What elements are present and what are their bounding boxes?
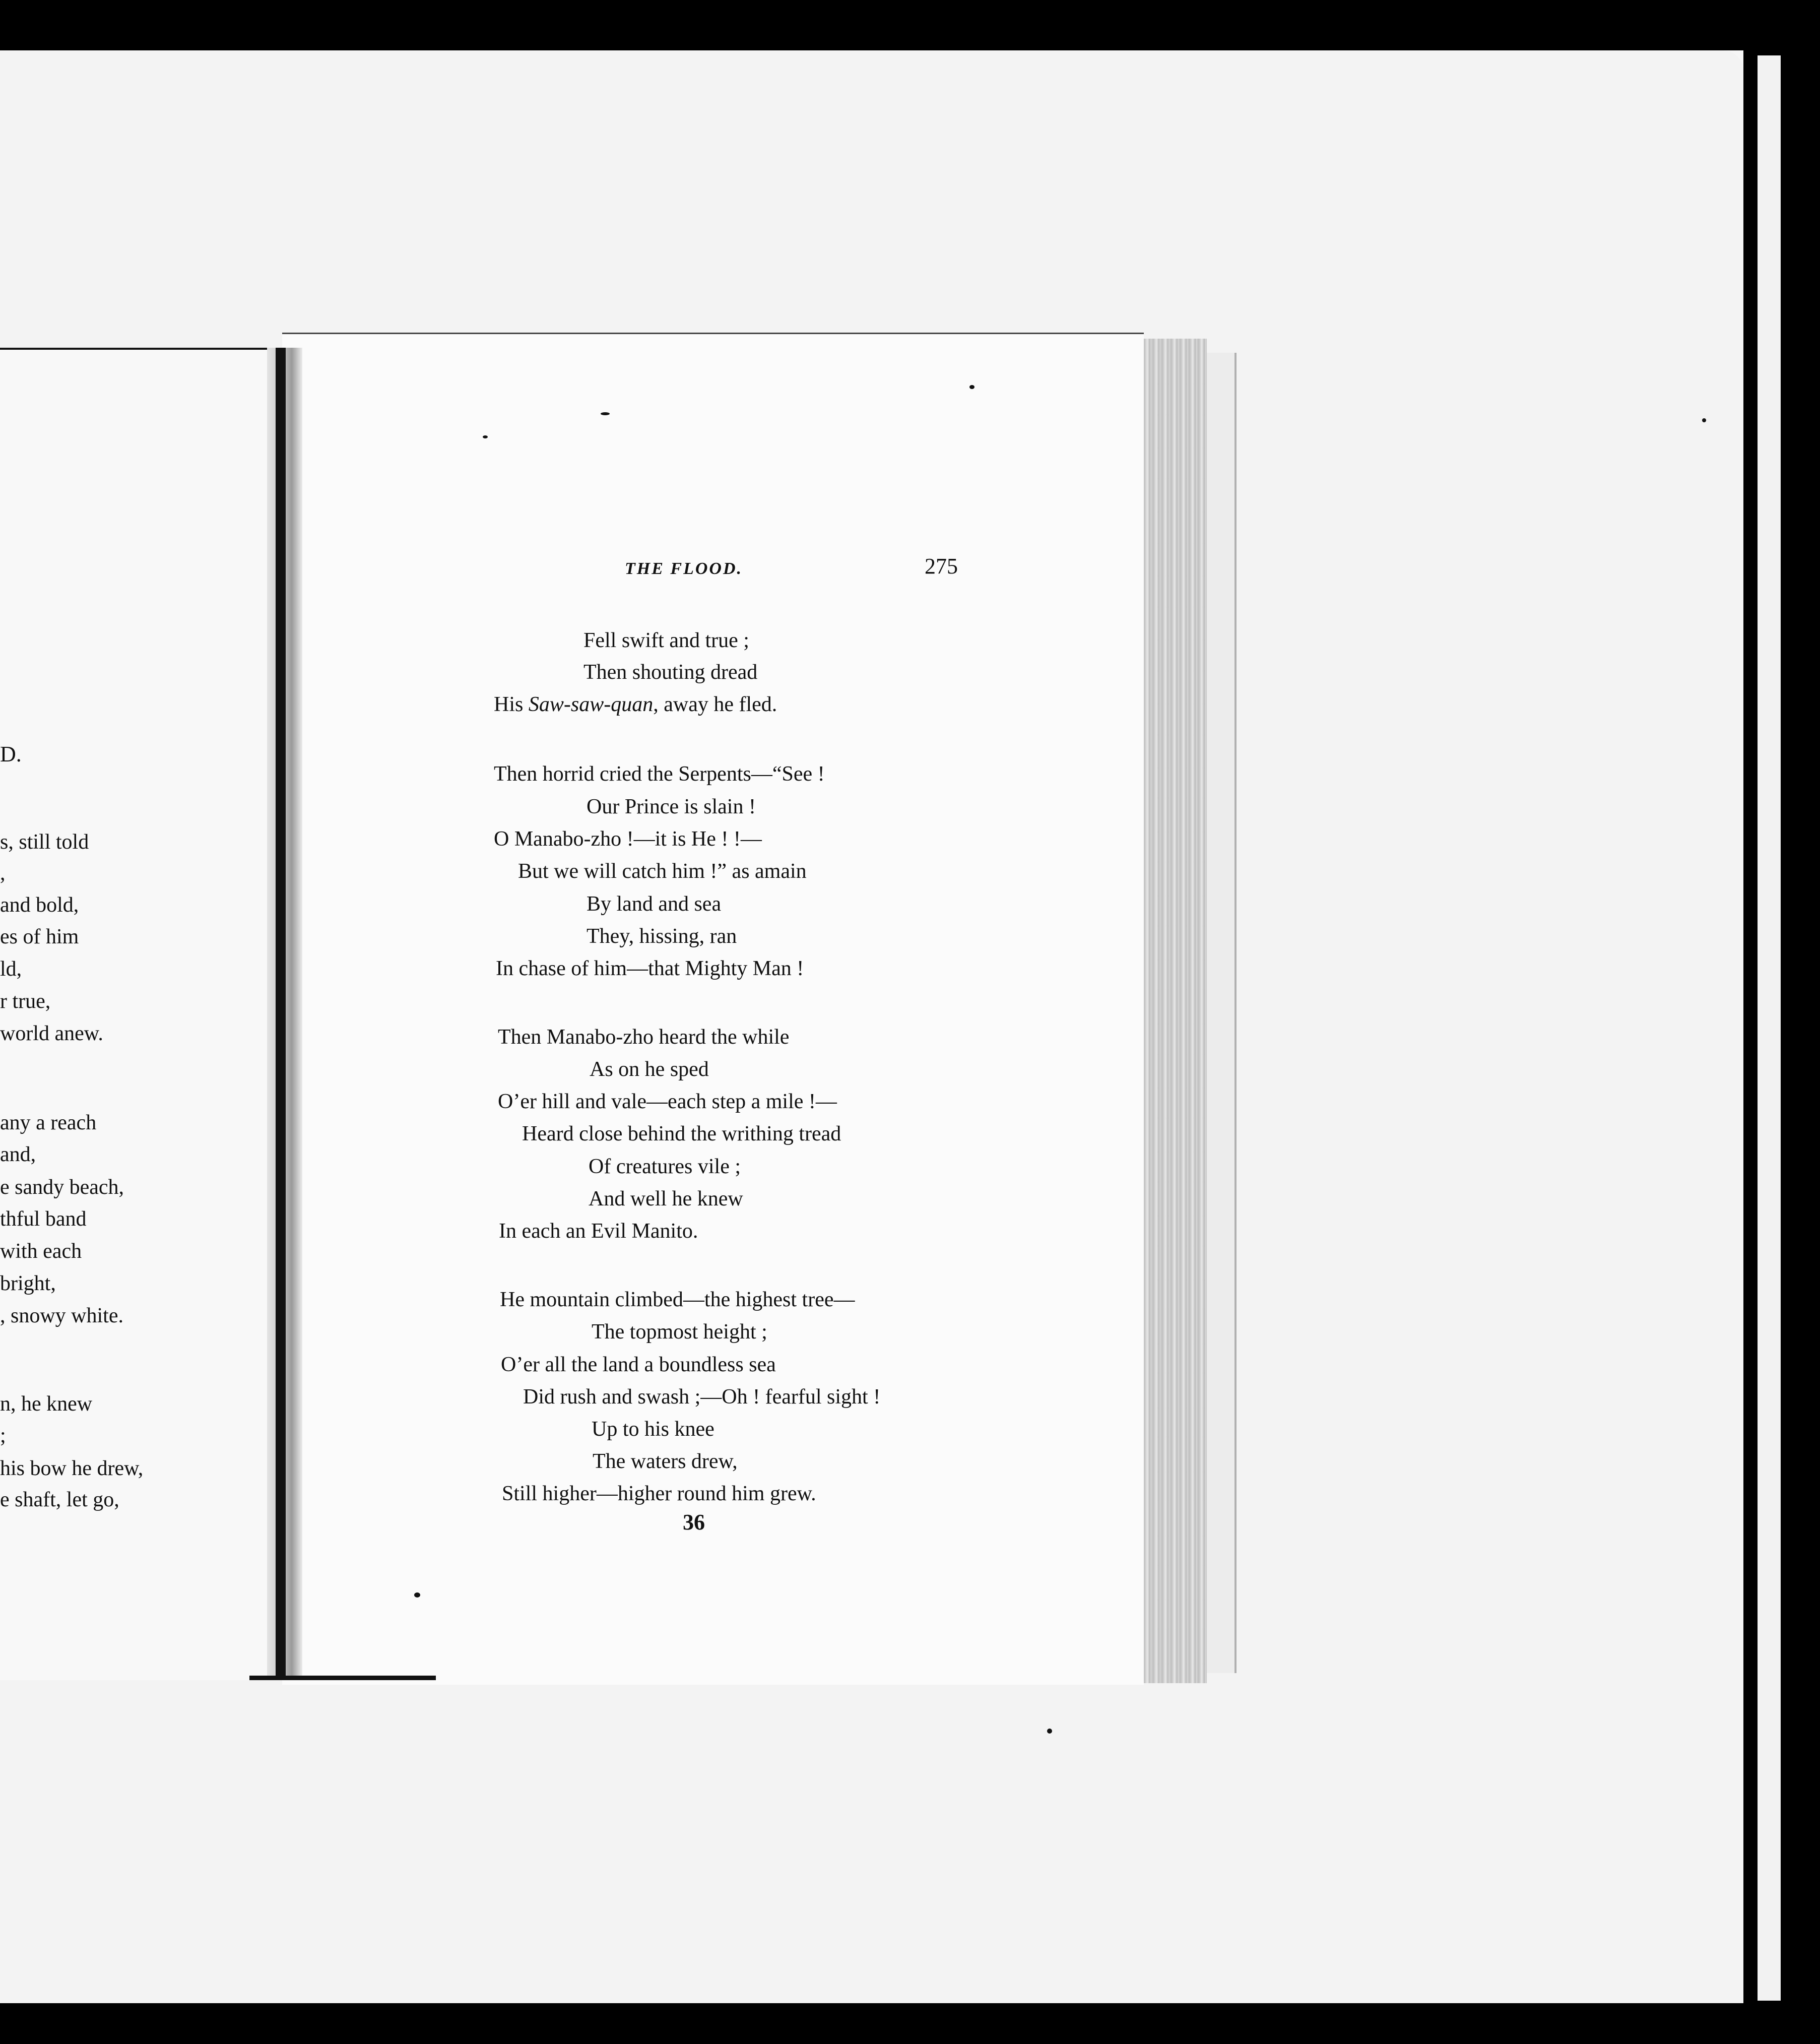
poem-line: Up to his knee bbox=[592, 1418, 714, 1441]
poem-line: Did rush and swash ;—Oh ! fearful sight ! bbox=[523, 1385, 881, 1409]
left-fragment: , bbox=[0, 862, 6, 885]
speck bbox=[414, 1592, 420, 1598]
left-fragment: with each bbox=[0, 1240, 82, 1263]
poem-line: Fell swift and true ; bbox=[583, 629, 749, 652]
left-fragment: n, he knew bbox=[0, 1392, 93, 1416]
poem-line: Heard close behind the writhing tread bbox=[522, 1122, 841, 1145]
left-page bbox=[0, 348, 282, 1680]
poem-line bbox=[494, 694, 777, 715]
left-fragment: and, bbox=[0, 1143, 36, 1166]
speck bbox=[483, 435, 488, 438]
left-fragment: world anew. bbox=[0, 1022, 103, 1045]
speck bbox=[1047, 1729, 1052, 1734]
speck bbox=[601, 412, 610, 415]
running-head: THE FLOOD. bbox=[625, 559, 743, 578]
poem-line-text: , away he fled. bbox=[653, 693, 777, 716]
left-fragment: ; bbox=[0, 1424, 6, 1447]
signature-mark: 36 bbox=[683, 1510, 705, 1535]
book-fore-edge bbox=[1141, 339, 1207, 1683]
poem-line-italic: Saw-saw-quan bbox=[528, 693, 654, 716]
poem-line: Then Manabo-zho heard the while bbox=[498, 1026, 790, 1049]
left-fragment: r true, bbox=[0, 990, 51, 1013]
poem-line: O Manabo-zho !—it is He ! !— bbox=[494, 827, 762, 851]
poem-line: In each an Evil Manito. bbox=[499, 1220, 698, 1243]
poem-line: By land and sea bbox=[587, 892, 722, 916]
left-fragment: any a reach bbox=[0, 1111, 97, 1134]
poem-line-text: His bbox=[494, 693, 529, 716]
film-sprocket-strip bbox=[1758, 55, 1781, 2001]
poem-line: The waters drew, bbox=[593, 1450, 738, 1473]
speck bbox=[969, 385, 974, 389]
speck bbox=[1702, 418, 1706, 422]
left-fragment: ld, bbox=[0, 957, 22, 981]
poem-line: Then horrid cried the Serpents—“See ! bbox=[494, 762, 825, 786]
poem-line: But we will catch him !” as amain bbox=[518, 860, 807, 883]
poem-line: He mountain climbed—the highest tree— bbox=[500, 1288, 855, 1311]
poem-line: The topmost height ; bbox=[592, 1320, 767, 1344]
poem-line: Still higher—higher round him grew. bbox=[502, 1482, 816, 1505]
poem-line: They, hissing, ran bbox=[587, 925, 737, 948]
left-fragment: e sandy beach, bbox=[0, 1176, 124, 1199]
left-fragment: , snowy white. bbox=[0, 1304, 123, 1327]
poem-line: O’er hill and vale—each step a mile !— bbox=[498, 1090, 837, 1113]
poem-line: In chase of him—that Mighty Man ! bbox=[496, 957, 804, 980]
left-fragment: s, still told bbox=[0, 831, 89, 854]
film-border-right-inner bbox=[1781, 0, 1820, 2044]
poem-line: As on he sped bbox=[590, 1058, 709, 1081]
poem-line: O’er all the land a boundless sea bbox=[501, 1353, 776, 1376]
poem-line: Then shouting dread bbox=[583, 661, 758, 684]
left-fragment: es of him bbox=[0, 925, 79, 948]
page-number: 275 bbox=[925, 554, 958, 579]
left-fragment: bright, bbox=[0, 1272, 56, 1295]
poem-line: And well he knew bbox=[589, 1187, 743, 1210]
film-border-top bbox=[0, 0, 1820, 50]
film-border-bottom bbox=[0, 2003, 1820, 2044]
gutter-foot-line bbox=[249, 1676, 436, 1680]
poem-line: Of creatures vile ; bbox=[589, 1155, 741, 1178]
left-fragment: e shaft, let go, bbox=[0, 1488, 119, 1511]
gutter-shadow-line bbox=[276, 348, 286, 1679]
left-fragment: thful band bbox=[0, 1207, 87, 1231]
left-fragment: and bold, bbox=[0, 893, 79, 917]
poem-line: Our Prince is slain ! bbox=[587, 795, 756, 818]
left-fragment: his bow he drew, bbox=[0, 1457, 144, 1480]
left-fragment: D. bbox=[0, 742, 22, 766]
